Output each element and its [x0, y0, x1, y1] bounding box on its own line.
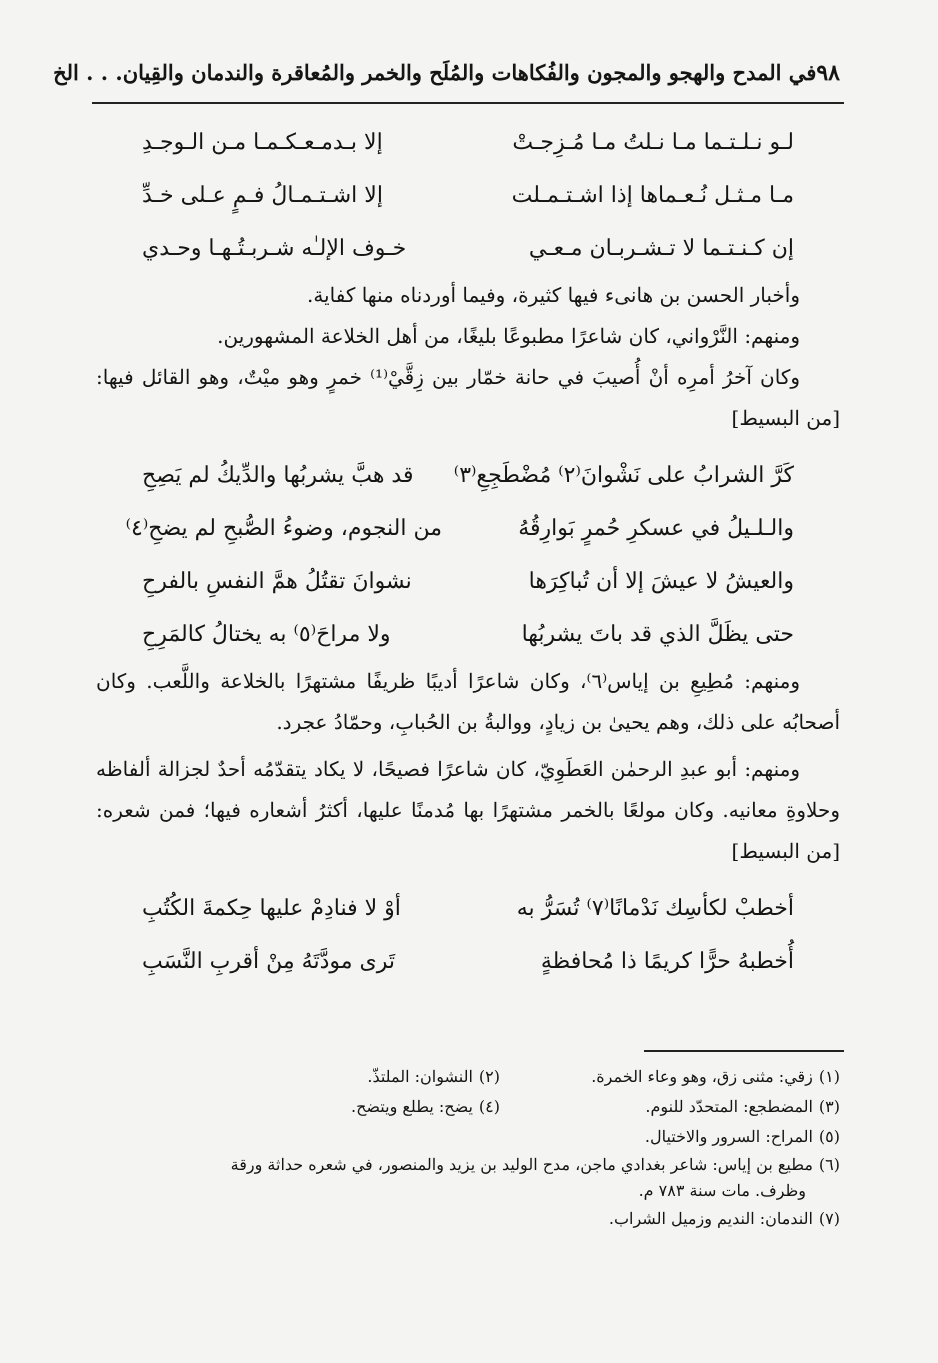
- verse-first-hemistich: أُخطبهُ حرًّا كريمًا ذا مُحافظةٍ: [540, 949, 794, 974]
- verse-first-hemistich: والعيشُ لا عيشَ إلا أن تُباكِرَها: [528, 569, 794, 594]
- page-header: [53, 60, 844, 100]
- paragraph: وأخبار الحسن بن هانىء فيها كثيرة، وفيما أوردناه منها كفاية.: [306, 283, 800, 307]
- verse-line: [92, 935, 844, 988]
- footnote-number: (٣): [818, 1097, 840, 1116]
- verse-second-hemistich: ولا مراحَ⁽٥⁾ به يختالُ كالمَرِحِ: [142, 622, 391, 647]
- footnote-number: (٥): [818, 1127, 840, 1146]
- header-rule: [92, 102, 844, 104]
- footnote: [500, 1092, 840, 1122]
- footnote: [500, 1204, 840, 1234]
- verse-second-hemistich: أوْ لا فنادِمْ عليها حِكمةَ الكُتُبِ: [142, 896, 401, 921]
- verse-line: [92, 169, 844, 222]
- footnote: [92, 1152, 844, 1204]
- verse-second-hemistich: قد هبَّ يشربُها والدِّيكُ لم يَصِحِ: [142, 463, 414, 488]
- footnote: [160, 1062, 500, 1092]
- footnote: [500, 1122, 840, 1152]
- verse-first-hemistich: أخطبْ لكأسِك نَدْمانًا⁽٧⁾ تُسَرُّ به: [516, 896, 794, 921]
- book-page: [53, 60, 844, 1320]
- footnote-rule: [644, 1050, 844, 1052]
- paragraph: وكان آخرُ أمرِه أنْ أُصيبَ في حانة خمّار بين زِقَّيْ⁽¹⁾ خمرٍ وهو ميْتٌ، وهو القائل فيها: [من البسيط]: [96, 365, 840, 430]
- footnote-row: [92, 1092, 844, 1122]
- footnote-row: [92, 1204, 844, 1234]
- spacer: [92, 439, 844, 449]
- footnote: [500, 1062, 840, 1092]
- verse-line: [92, 608, 844, 661]
- paragraph: ومنهم: أبو عبدِ الرحمٰن العَطَوِيّ، كان شاعرًا فصيحًا، لا يكاد يتقدّمُه أحدٌ لجزالة ألفاظه وحلاوةِ معانيه. وكان مولعًا بالخمر مشتهرًا بها مُدمنًا عليها، أكثرُ أشعاره فيها؛ فمن شعره: [من البسيط]: [96, 757, 841, 863]
- footnote: [160, 1092, 500, 1122]
- footnote-text: المضطجع: المتحدّد للنوم.: [645, 1097, 813, 1116]
- verse-first-hemistich: حتى يظَلَّ الذي قد باتَ يشربُها: [521, 622, 794, 647]
- footnote-row: [92, 1062, 844, 1092]
- verse-second-hemistich: تَرى مودَّتَهُ مِنْ أقربِ النَّسَبِ: [142, 949, 396, 974]
- verse-line: [92, 882, 844, 935]
- footnote-number: (١): [818, 1067, 840, 1086]
- verse-second-hemistich: من النجوم، وضوءُ الصُّبحِ لم يضحِ⁽٤⁾: [125, 516, 442, 541]
- verse-second-hemistich: إلا بـدمـعـكـمـا مـن الـوجـدِ: [142, 130, 383, 155]
- footnote-number: (٧): [818, 1209, 840, 1228]
- footnote-row: [92, 1122, 844, 1152]
- verse-second-hemistich: إلا اشـتـمـالُ فـمٍ عـلى خـدِّ: [142, 183, 383, 208]
- verse-line: [92, 449, 844, 502]
- footnote-number: (٦): [818, 1155, 840, 1174]
- verse-second-hemistich: نشوانَ تقتُلُ همَّ النفسِ بالفرحِ: [142, 569, 412, 594]
- footnote-text: الندمان: النديم وزميل الشراب.: [608, 1209, 813, 1228]
- footnote-number: (٢): [478, 1067, 500, 1086]
- footnote-text: زقي: مثنى زق، وهو وعاء الخمرة.: [591, 1067, 813, 1086]
- paragraph: ومنهم: مُطِيعِ بن إياس⁽٦⁾، وكان شاعرًا أديبًا ظريفًا مشتهرًا بالخلاعة واللَّعب. وكان أصحابُه على ذلك، وهم يحيىٰ بن زيادٍ، ووالبةُ بن الحُبابِ، وحمّادُ عجرد.: [96, 669, 840, 734]
- footnote-text: مطيع بن إياس: شاعر بغدادي ماجن، مدح الوليد بن يزيد والمنصور، في شعره حداثة ورقة: [230, 1155, 813, 1174]
- verse-line: [92, 222, 844, 275]
- verse-first-hemistich: لـو نـلـتـما مـا نـلتُ مـا مُـزِجـتْ: [512, 130, 794, 155]
- verse-first-hemistich: كَرَّ الشرابُ على نَشْوانَ⁽٢⁾ مُضْطَجِعِ⁽٣⁾: [453, 463, 794, 488]
- verse-second-hemistich: خـوف الإلـٰه شـربـتُـهـا وحـدي: [142, 236, 407, 261]
- footnote-number: (٤): [478, 1097, 500, 1116]
- verse-line: [92, 116, 844, 169]
- footnote-text: النشوان: الملتذّ.: [367, 1067, 473, 1086]
- footnote-continuation: وظرف. مات سنة ٧٨٣ م.: [638, 1181, 806, 1200]
- verse-first-hemistich: والـلـيلُ في عسكرِ حُمرٍ بَوارِقُهُ: [518, 516, 794, 541]
- spacer: [92, 988, 844, 1050]
- paragraph: ومنهم: النَّرْواني، كان شاعرًا مطبوعًا بليغًا، من أهل الخلاعة المشهورين.: [217, 324, 800, 348]
- footnote-text: المراح: السرور والاختيال.: [644, 1127, 813, 1146]
- page-number: ٩٨: [816, 60, 840, 86]
- spacer: [92, 872, 844, 882]
- verse-line: [92, 502, 844, 555]
- verse-first-hemistich: إن كـنـتـما لا تـشـربـان مـعـي: [528, 236, 794, 261]
- running-title: في المدح والهجو والمجون والفُكاهات والمُلَح والخمر والمُعاقرة والندمان والقِيان. . . الخ: [53, 60, 817, 85]
- verse-first-hemistich: مـا مـثـل نُـعـماها إذا اشـتـمـلت: [511, 183, 794, 208]
- verse-line: [92, 555, 844, 608]
- footnote-text: يضح: يطلع ويتضح.: [351, 1097, 473, 1116]
